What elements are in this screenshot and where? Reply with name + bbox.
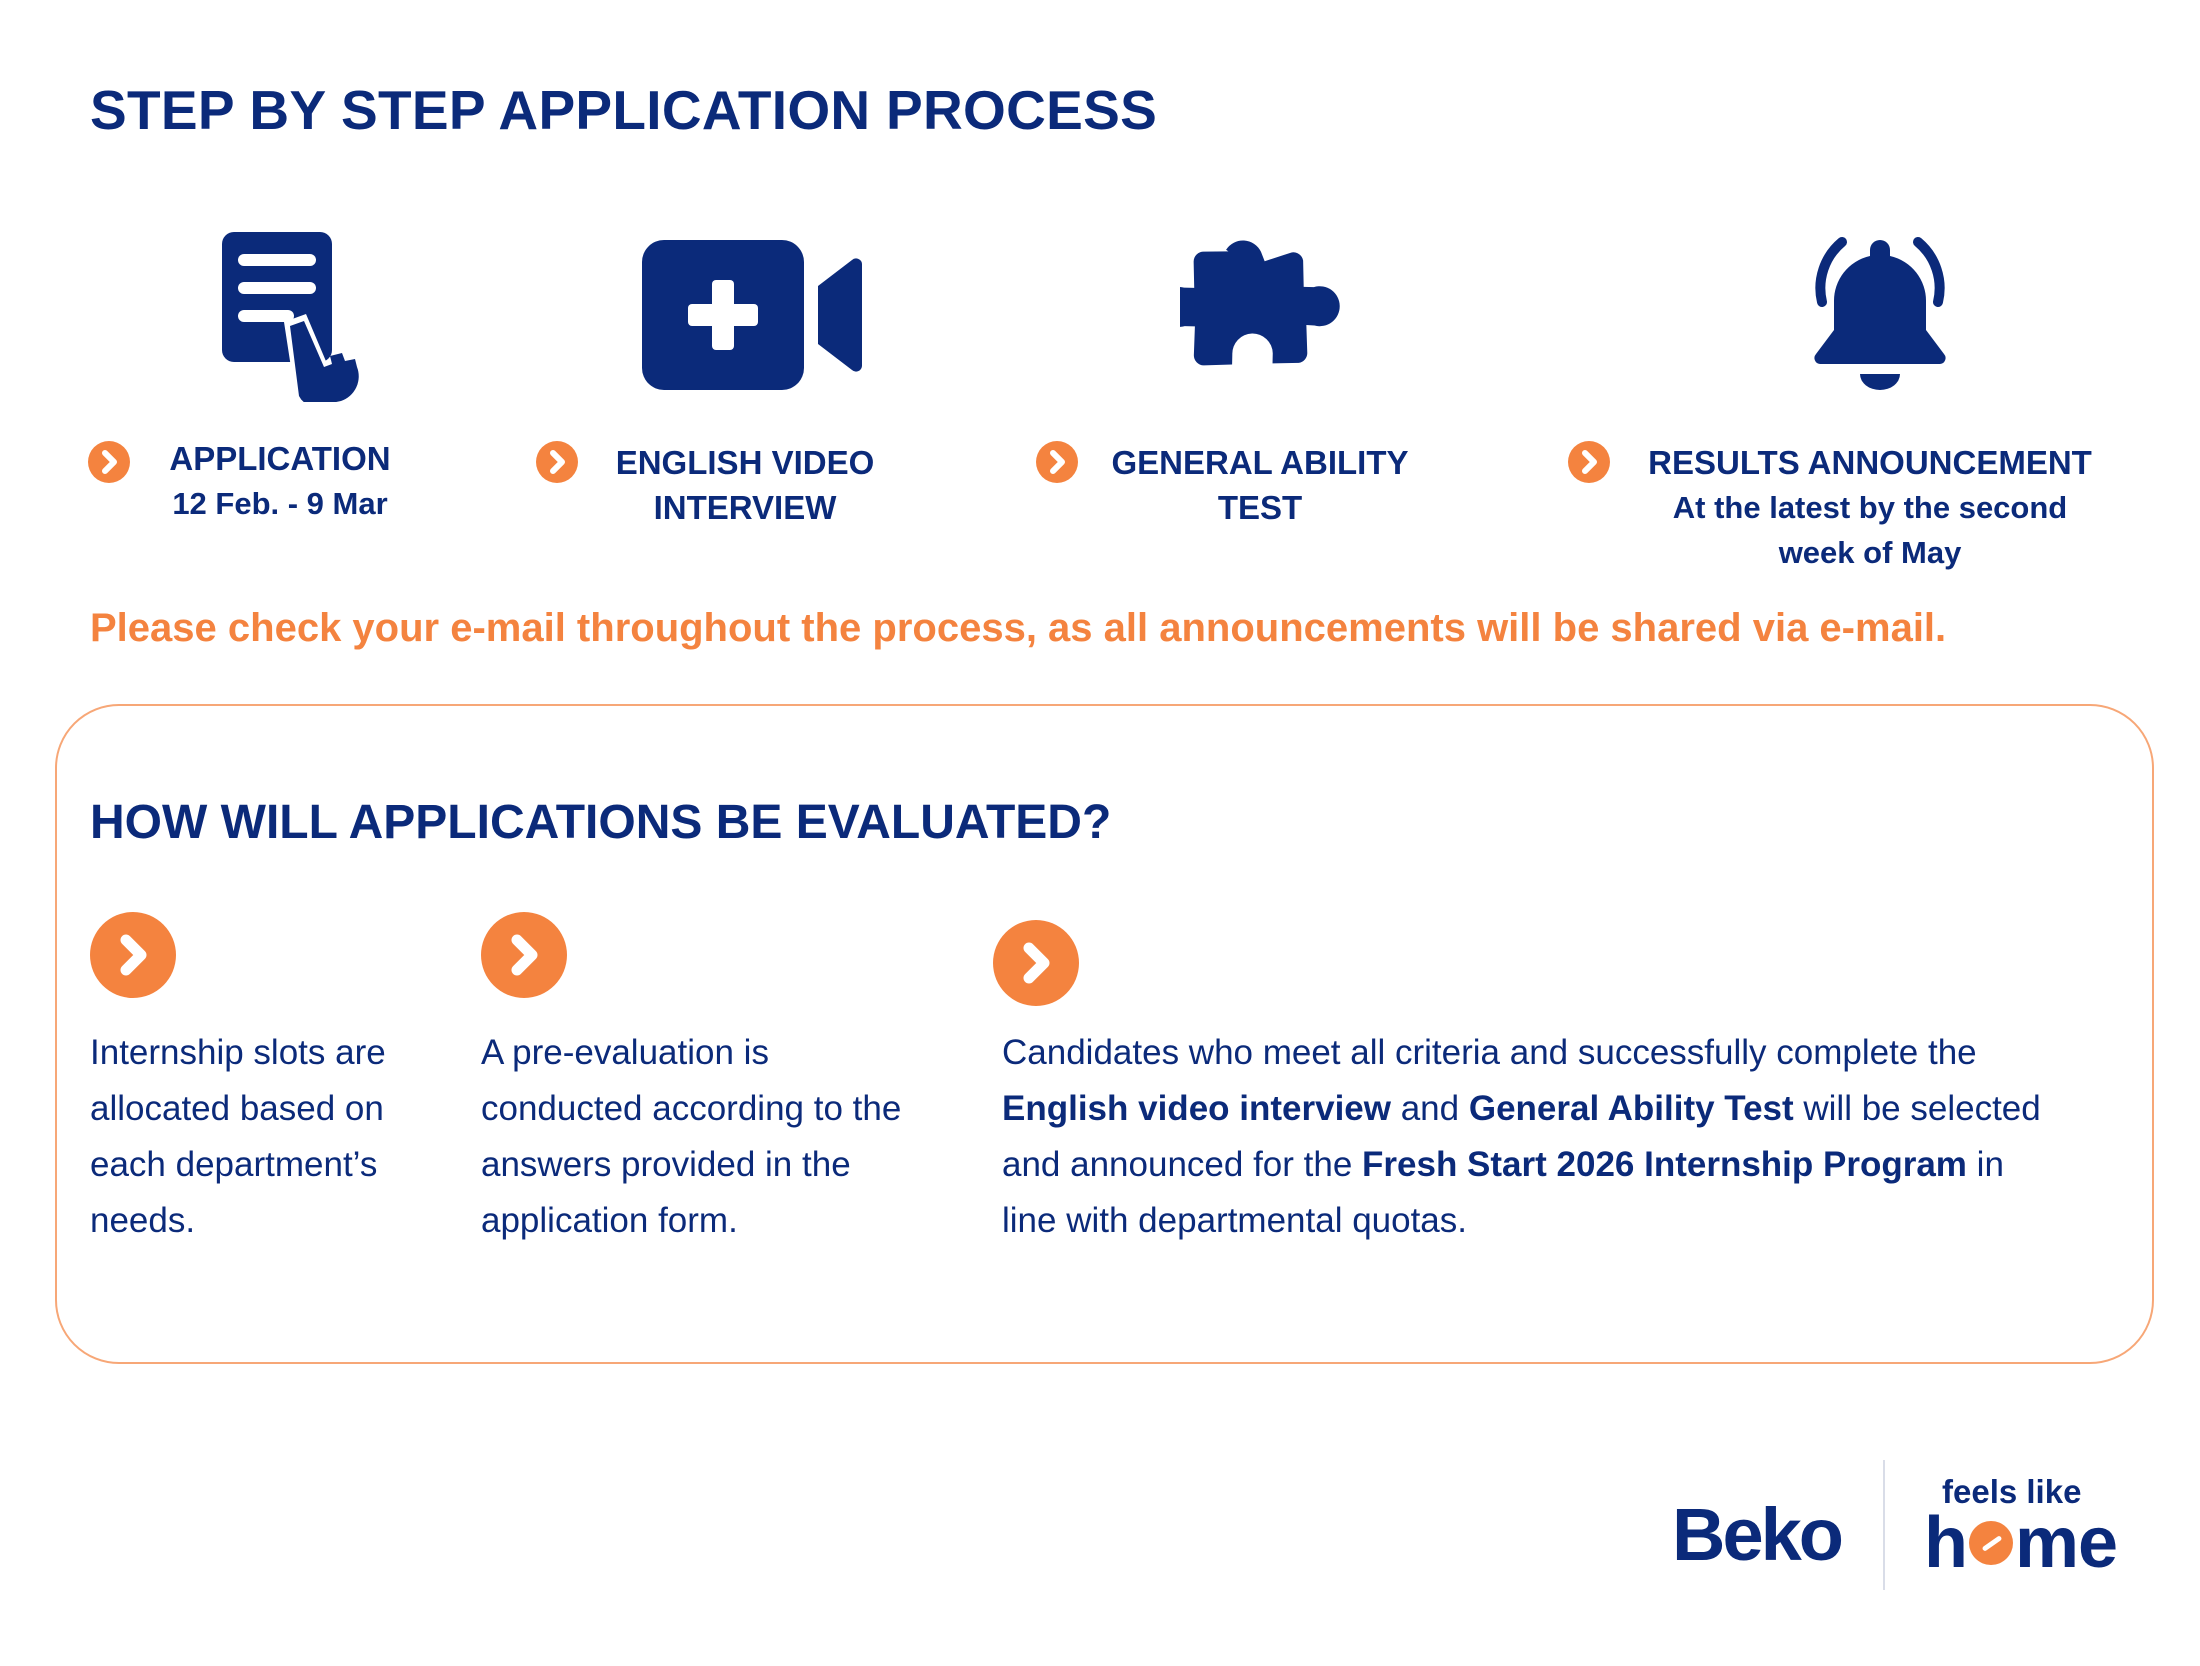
text-line: Candidates who meet all criteria and successfully complete the	[1002, 1033, 1977, 1072]
chevron-right-icon	[1568, 441, 1610, 483]
step-results	[1620, 440, 2120, 575]
text-line: A pre-evaluation is	[481, 1033, 769, 1072]
puzzle-icon	[1180, 232, 1350, 398]
step-application-label: APPLICATION	[169, 440, 391, 477]
tagline-home-h: h	[1924, 1503, 1967, 1583]
text-line: application form.	[481, 1201, 738, 1240]
step-ability-label-2: TEST	[1217, 489, 1303, 526]
text-line: answers provided in the	[481, 1145, 851, 1184]
text-fragment: and	[1390, 1089, 1469, 1128]
step-application	[150, 436, 410, 526]
text-line: conducted according to the	[481, 1089, 902, 1128]
evaluation-criterion-selection	[1002, 1025, 2112, 1249]
text-line	[1002, 1081, 2112, 1137]
bold-video-interview: English video interview	[1002, 1089, 1391, 1128]
beko-logo: Beko	[1672, 1493, 1841, 1576]
bold-ability-test: General Ability Test	[1468, 1089, 1794, 1128]
step-video-interview	[590, 440, 900, 530]
text-line: allocated based on	[90, 1089, 384, 1128]
logo-divider	[1883, 1460, 1885, 1590]
text-line: Internship slots are	[90, 1033, 386, 1072]
form-hand-icon	[220, 230, 370, 402]
text-line	[1002, 1137, 2112, 1193]
home-o-icon	[1969, 1521, 2013, 1565]
step-video-label-2: INTERVIEW	[653, 489, 837, 526]
video-camera-icon	[640, 238, 862, 392]
text-line: each department’s	[90, 1145, 378, 1184]
text-fragment: in	[1966, 1145, 2004, 1184]
text-fragment: will be selected	[1793, 1089, 2041, 1128]
bell-icon	[1800, 232, 1960, 398]
text-fragment: and announced for the	[1002, 1145, 1363, 1184]
step-ability-test	[1090, 440, 1430, 530]
chevron-right-icon	[90, 912, 176, 998]
step-video-label-1: ENGLISH VIDEO	[615, 444, 875, 481]
email-notice: Please check your e-mail throughout the process, as all announcements will be shared via e-mail.	[90, 606, 1947, 650]
step-results-label: RESULTS ANNOUNCEMENT	[1648, 444, 2092, 481]
evaluation-title: HOW WILL APPLICATIONS BE EVALUATED?	[90, 796, 1112, 849]
tagline-home	[1924, 1502, 2117, 1584]
chevron-right-icon	[481, 912, 567, 998]
chevron-right-icon	[536, 441, 578, 483]
chevron-right-icon	[993, 920, 1079, 1006]
bold-program-name: Fresh Start 2026 Internship Program	[1362, 1145, 1967, 1184]
evaluation-criterion-pre-evaluation	[481, 1025, 961, 1249]
tagline-home-me: me	[2014, 1503, 2118, 1583]
chevron-right-icon	[88, 441, 130, 483]
step-ability-label-1: GENERAL ABILITY	[1111, 444, 1409, 481]
step-application-dates: 12 Feb. - 9 Mar	[172, 486, 388, 521]
chevron-right-icon	[1036, 441, 1078, 483]
step-results-sub-2: week of May	[1778, 535, 1962, 570]
text-line: needs.	[90, 1201, 196, 1240]
tagline-feels-like: feels like	[1942, 1473, 2082, 1510]
page-title: STEP BY STEP APPLICATION PROCESS	[90, 79, 1158, 141]
step-results-sub-1: At the latest by the second	[1672, 490, 2068, 525]
evaluation-criterion-slots	[90, 1025, 470, 1249]
text-line: line with departmental quotas.	[1002, 1201, 1467, 1240]
